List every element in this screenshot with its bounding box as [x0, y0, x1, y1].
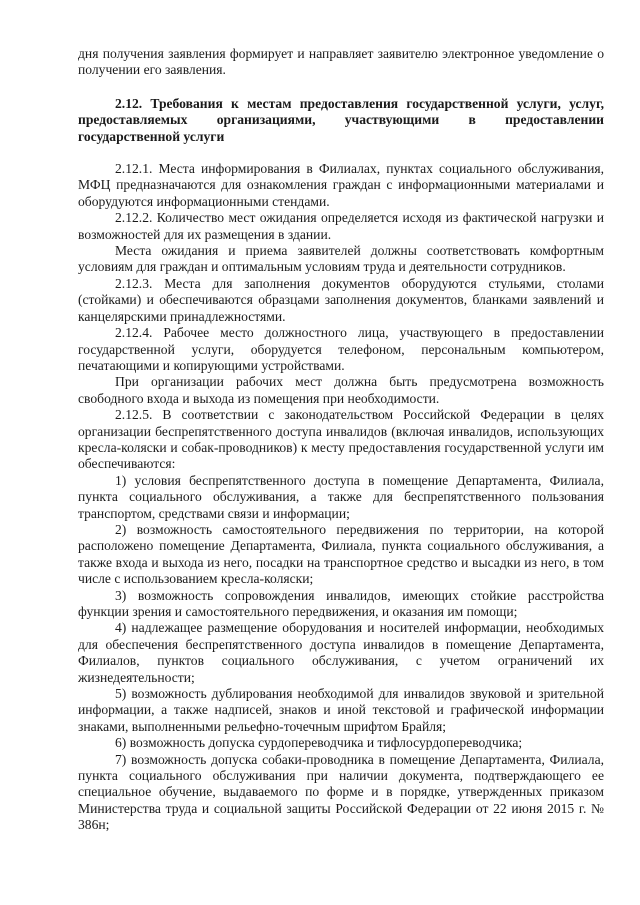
paragraph-2-12-2: 2.12.2. Количество мест ожидания определяется исходя из фактической нагрузки и возможностей для их размещения в здании. [78, 210, 604, 242]
paragraph-2-12-5: 2.12.5. В соответствии с законодательством Российской Федерации в целях организации беспрепятственного доступа инвалидов (включая инвалидов, использующих кресла-коляски и собак-проводников) к месту предоставления государственной услуги им обеспечиваются: [78, 407, 604, 472]
list-item-1: 1) условия беспрепятственного доступа в помещение Департамента, Филиала, пункта социального обслуживания, а также для беспрепятственного пользования транспортом, средствами связи и информации; [78, 472, 604, 521]
paragraph-2-12-3: 2.12.3. Места для заполнения документов оборудуются стульями, столами (стойками) и обеспечиваются образцами заполнения документов, бланками заявлений и канцелярскими принадлежностями. [78, 275, 604, 324]
list-item-6: 6) возможность допуска сурдопереводчика и тифлосурдопереводчика; [115, 735, 523, 751]
paragraph-workplace-access: При организации рабочих мест должна быть предусмотрена возможность свободного входа и выхода из помещения при необходимости. [78, 374, 604, 406]
list-item-7: 7) возможность допуска собаки-проводника в помещение Департамента, Филиала, пункта социального обслуживания при наличии документа, подтверждающего ее специальное обучение, выдаваемого по форме и в порядке, утвержденных приказом Министерства труда и социальной защиты Российской Федерации от 22 июня 2015 г. № 386н; [78, 751, 604, 833]
list-item-2: 2) возможность самостоятельного передвижения по территории, на которой расположено помещение Департамента, Филиала, пункта социального обслуживания, а также входа и выхода из него, посадки на транспортное средство и высадки из него, в том числе с использованием кресла-коляски; [78, 521, 604, 587]
section-heading: 2.12. Требования к местам предоставления государственной услуги, услуг, предоставляемых организациями, участвующими в предоставлении государственной услуги [78, 95, 604, 144]
paragraph-2-12-4: 2.12.4. Рабочее место должностного лица, участвующего в предоставлении государственной услуги, оборудуется телефоном, персональным компьютером, печатающими и копирующими устройствами. [78, 325, 604, 373]
intro-paragraph: дня получения заявления формирует и направляет заявителю электронное уведомление о получении его заявления. [78, 46, 604, 78]
list-item-5: 5) возможность дублирования необходимой для инвалидов звуковой и зрительной информации, а также надписей, знаков и иной текстовой и графической информации знаками, выполненными рельефно-точечным шрифтом Брайля; [78, 686, 604, 734]
list-item-4: 4) надлежащее размещение оборудования и носителей информации, необходимых для обеспечения беспрепятственного доступа инвалидов в помещение Департамента, Филиалов, пунктов социального обслуживания, с учетом ограничений их жизнедеятельности; [78, 620, 604, 685]
paragraph-waiting-places: Места ожидания и приема заявителей должны соответствовать комфортным условиям для граждан и оптимальным условиям труда и деятельности сотрудников. [78, 243, 604, 275]
document-page [78, 46, 604, 834]
paragraph-2-12-1: 2.12.1. Места информирования в Филиалах, пунктах социального обслуживания, МФЦ предназначаются для ознакомления граждан с информационными материалами и оборудуются информационными стендами. [78, 161, 604, 209]
list-item-3: 3) возможность сопровождения инвалидов, имеющих стойкие расстройства функции зрения и самостоятельного передвижения, и оказания им помощи; [78, 587, 604, 619]
